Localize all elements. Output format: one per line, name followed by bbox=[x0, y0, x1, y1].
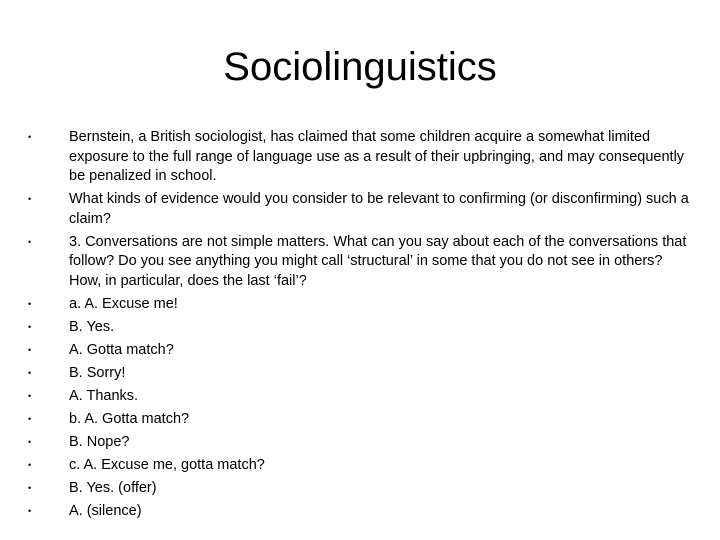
bullet-icon: • bbox=[28, 436, 32, 447]
bullet-item bbox=[28, 410, 692, 430]
bullet-icon: • bbox=[28, 367, 32, 378]
bullet-text: 3. Conversations are not simple matters. What can you say about each of the conversations that follow? Do you see anything you might call ‘structural’ in some that you do not see in others? How, in particular, does the last ‘fail’? bbox=[69, 233, 687, 289]
bullet-item bbox=[28, 502, 692, 522]
bullet-text: B. Yes. bbox=[69, 318, 115, 335]
bullet-item bbox=[28, 433, 692, 453]
bullet-item bbox=[28, 364, 692, 384]
bullet-list bbox=[28, 128, 692, 525]
bullet-text: A. (silence) bbox=[69, 502, 142, 519]
bullet-icon: • bbox=[28, 505, 32, 516]
bullet-icon: • bbox=[28, 344, 32, 355]
bullet-text: What kinds of evidence would you consider to be relevant to confirming (or disconfirming) such a claim? bbox=[69, 191, 689, 227]
bullet-text: B. Nope? bbox=[69, 433, 130, 450]
bullet-icon: • bbox=[28, 390, 32, 401]
bullet-item bbox=[28, 233, 692, 292]
bullet-icon: • bbox=[28, 194, 32, 204]
bullet-icon: • bbox=[28, 459, 32, 470]
bullet-item bbox=[28, 190, 692, 229]
bullet-text: A. Gotta match? bbox=[69, 341, 174, 358]
bullet-item bbox=[28, 295, 692, 315]
bullet-text: b. A. Gotta match? bbox=[69, 410, 190, 427]
bullet-text: a. A. Excuse me! bbox=[69, 295, 178, 312]
bullet-item bbox=[28, 318, 692, 338]
bullet-text: c. A. Excuse me, gotta match? bbox=[69, 456, 265, 473]
bullet-icon: • bbox=[28, 413, 32, 424]
bullet-text: B. Yes. (offer) bbox=[69, 479, 157, 496]
bullet-text: Bernstein, a British sociologist, has claimed that some children acquire a somewhat limited exposure to the full range of language use as a result of their upbringing, and may consequently be penalized in school. bbox=[69, 129, 685, 184]
bullet-item bbox=[28, 479, 692, 499]
bullet-text: B. Sorry! bbox=[69, 364, 126, 381]
bullet-item bbox=[28, 341, 692, 361]
bullet-icon: • bbox=[28, 298, 32, 309]
slide-title: Sociolinguistics bbox=[223, 45, 497, 89]
bullet-text: A. Thanks. bbox=[69, 387, 139, 404]
bullet-icon: • bbox=[28, 482, 32, 493]
bullet-item bbox=[28, 128, 692, 187]
bullet-icon: • bbox=[28, 132, 32, 142]
bullet-icon: • bbox=[28, 321, 32, 332]
bullet-item bbox=[28, 387, 692, 407]
bullet-icon: • bbox=[28, 236, 32, 247]
bullet-item bbox=[28, 456, 692, 476]
